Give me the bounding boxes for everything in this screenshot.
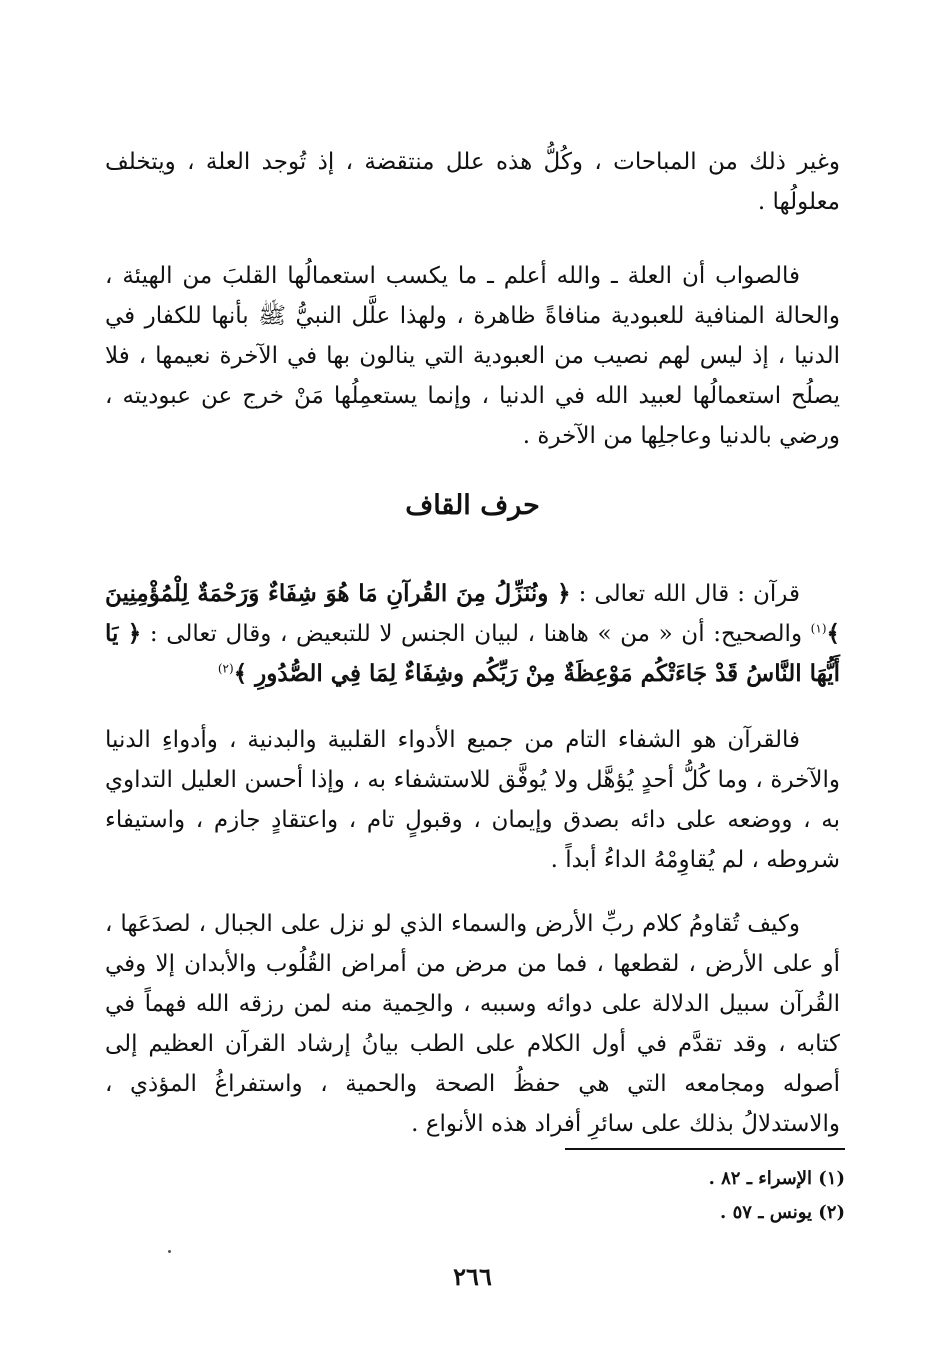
footnote-2: (٢) يونس ـ ٥٧ .: [720, 1202, 845, 1223]
paragraph-gap: [105, 694, 840, 720]
paragraph-intro: قرآن : قال الله تعالى :: [578, 581, 800, 607]
paragraph-quran-definition: [105, 574, 840, 694]
paragraph-quran-power: وكيف تُقاومُ كلام ربِّ الأرض والسماء الذي لو نزل على الجبال ، لصدَعَها ، أو على الأرض ، لقطعها ، فما من مرض من أمراض القُلُوب والأبدان إلا وفي القُرآن سبيل الدلالة على دوائه وسببه ، والحِمية منه لمن رزقه الله فهماً في كتابه ، وقد تقدَّم في أول الكلام على الطب بيانُ إرشاد القرآن العظيم إلى أصوله ومجامعه التي هي حفظُ الصحة والحمية ، واستفراغُ المؤذي ، والاستدلالُ بذلك على سائرِ أفراد هذه الأنواع .: [105, 911, 840, 1137]
section-qaf: [105, 574, 840, 1144]
section-top: [105, 142, 840, 456]
quran-verse-1: ﴿ ونُنَزِّلُ مِنَ القُرآنِ مَا هُوَ شِفَاءٌ وَرَحْمَةٌ لِلْمُؤْمِنِينَ ﴾: [105, 580, 840, 647]
paragraph-gap: [105, 222, 840, 256]
page-number: ٢٦٦: [453, 1262, 492, 1291]
quran-verse-2: ﴿ يَا أَيُّهَا النَّاسُ قَدْ جَاءَتْكُم مَوْعِظَةٌ مِنْ رَبِّكُم وشِفَاءٌ لِمَا فِي الصُّدُورِ ﴾: [105, 620, 840, 687]
scan-speck: [168, 1250, 171, 1253]
paragraph-2: فالصواب أن العلة ـ والله أعلم ـ ما يكسب استعمالُها القلبَ من الهيئة ، والحالة المنافية للعبودية منافاةً ظاهرة ، ولهذا علَّل النبيُّ ﷺ بأنها للكفار في الدنيا ، إذ ليس لهم نصيب من العبودية التي ينالون بها في الآخرة نعيمها ، فلا يصلُح استعمالُها لعبيد الله في الدنيا ، وإنما يستعمِلُها مَنْ خرج عن عبوديته ، ورضي بالدنيا وعاجلِها من الآخرة .: [105, 263, 840, 449]
footnote-ref-1: (١): [810, 621, 827, 636]
footnote-1: (١) الإسراء ـ ٨٢ .: [708, 1168, 845, 1189]
paragraph-middle: والصحيح: أن « من » هاهنا ، لبيان الجنس لا للتبعيض ، وقال تعالى :: [149, 621, 803, 647]
paragraph-1: وغير ذلك من المباحات ، وكُلُّ هذه علل منتقضة ، إذ تُوجد العلة ، ويتخلف معلولُها .: [105, 149, 840, 215]
section-heading: حرف القاف: [405, 490, 540, 521]
footnote-divider: [565, 1148, 845, 1150]
paragraph-quran-cure: فالقرآن هو الشفاء التام من جميع الأدواء القلبية والبدنية ، وأدواءِ الدنيا والآخرة ، وما كُلُّ أحدٍ يُؤهَّل ولا يُوفَّق للاستشفاء به ، وإذا أحسن العليل التداوي به ، ووضعه على دائه بصدق وإيمان ، وقبولٍ تام ، واعتقادٍ جازم ، واستيفاء شروطه ، لم يُقاوِمْهُ الداءُ أبداً .: [105, 727, 840, 873]
footnotes: [445, 1162, 845, 1230]
paragraph-gap: [105, 880, 840, 904]
footnote-ref-2: (٢): [217, 661, 234, 676]
